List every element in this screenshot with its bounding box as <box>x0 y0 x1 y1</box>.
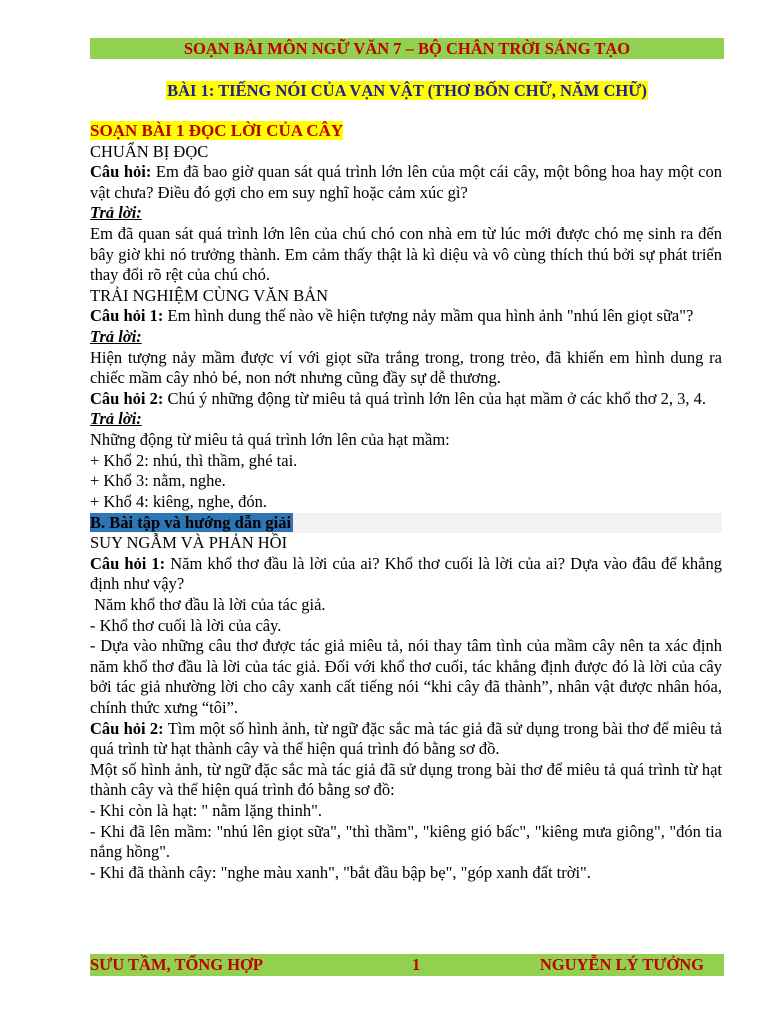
prep-heading: CHUẨN BỊ ĐỌC <box>90 141 209 161</box>
experience-a1-label: Trả lời: <box>90 326 142 346</box>
page-number: 1 <box>412 955 421 974</box>
experience-q1: Câu hỏi 1: Em hình dung thế nào về hiện tượng nảy mầm qua hình ảnh "nhú lên giọt sữa"? <box>90 306 694 326</box>
reflection-a1-line: - Dựa vào những câu thơ được tác giả miêu tả, nói thay tâm tình của mầm cây nên ta xác định năm khổ thơ đầu là lời của tác giả. Đối với khổ thơ cuối, tác khẳng định được đó là lời của cây bởi tác giả nhường lời cho cây xanh cất tiếng nói “khi cây đã thành”, nhân vật được nhân hóa, chính thức xưng “tôi”. <box>90 636 722 718</box>
footer-author: NGUYỄN LÝ TƯỞNG <box>539 955 704 974</box>
reflection-a1-line: - Khổ thơ cuối là lời của cây. <box>90 615 282 635</box>
experience-a1: Hiện tượng nảy mầm được ví với giọt sữa trắng trong, trong trẻo, đã khiến em hình dung ra chiếc mầm cây nhỏ bé, non nớt nhưng cũng đầy sự dễ thương. <box>90 347 722 388</box>
section-title: SOẠN BÀI 1 ĐỌC LỜI CỦA CÂY <box>90 121 344 140</box>
experience-heading: TRẢI NGHIỆM CÙNG VĂN BẢN <box>90 285 329 305</box>
experience-a2-line: Những động từ miêu tả quá trình lớn lên của hạt mầm: <box>90 429 450 449</box>
document-body <box>90 121 722 883</box>
prep-answer: Em đã quan sát quá trình lớn lên của chú chó con nhà em từ lúc mới được chó mẹ sinh ra đến bây giờ khi nó trưởng thành. Em cảm thấy thật là kì diệu và vô cùng thích thú bởi sự phát triển thay đổi rõ rệt của chú chó. <box>90 223 722 285</box>
footer-bar <box>90 954 724 976</box>
reflection-a1-line: Năm khổ thơ đầu là lời của tác giả. <box>90 595 326 615</box>
reflection-a2-line: Một số hình ảnh, từ ngữ đặc sắc mà tác giả đã sử dụng trong bài thơ để miêu tả quá trình từ hạt thành cây và thể hiện quá trình đó bằng sơ đồ: <box>90 759 722 800</box>
experience-a2-line: + Khổ 4: kiêng, nghe, đón. <box>90 491 268 511</box>
prep-question: Câu hỏi: Em đã bao giờ quan sát quá trình lớn lên của một cái cây, một bông hoa hay một con vật chưa? Điều đó gợi cho em suy nghĩ hoặc cảm xúc gì? <box>90 162 723 202</box>
experience-q2: Câu hỏi 2: Chú ý những động từ miêu tả quá trình lớn lên của hạt mầm ở các khổ thơ 2, 3, 4. <box>90 388 706 408</box>
part-b-bar: B. Bài tập và hướng dẫn giải <box>90 513 722 533</box>
reflection-a2-line: - Khi đã thành cây: "nghe màu xanh", "bắt đầu bập bẹ", "góp xanh đất trời". <box>90 862 591 882</box>
experience-a2-line: + Khổ 2: nhú, thì thầm, ghé tai. <box>90 450 298 470</box>
reflection-a2-line: - Khi đã lên mầm: "nhú lên giọt sữa", "thì thầm", "kiêng gió bấc", "kiêng mưa giông", "đón tia nắng hồng". <box>90 821 722 862</box>
lesson-title-text: BÀI 1: TIẾNG NÓI CỦA VẠN VẬT (THƠ BỐN CHỮ, NĂM CHỮ) <box>167 81 647 100</box>
header-bar <box>90 38 724 59</box>
reflection-a2-line: - Khi còn là hạt: " nằm lặng thinh". <box>90 801 323 820</box>
reflection-q1: Câu hỏi 1: Năm khổ thơ đầu là lời của ai? Khổ thơ cuối là lời của ai? Dựa vào đâu để khẳng định như vậy? <box>90 553 723 594</box>
prep-answer-label: Trả lời: <box>90 203 142 223</box>
lesson-title <box>90 80 724 102</box>
reflection-heading: SUY NGẪM VÀ PHẢN HỒI <box>90 533 288 553</box>
footer-left: SƯU TẦM, TỔNG HỢP <box>90 955 263 974</box>
doc-title: SOẠN BÀI MÔN NGỮ VĂN 7 – BỘ CHÂN TRỜI SÁNG TẠO <box>183 39 631 58</box>
reflection-q2: Câu hỏi 2: Tìm một số hình ảnh, từ ngữ đặc sắc mà tác giả đã sử dụng trong bài thơ để miêu tả quá trình từ hạt thành cây và thể hiện quá trình đó bằng sơ đồ. <box>90 718 723 759</box>
experience-a2-line: + Khổ 3: nằm, nghe. <box>90 471 226 491</box>
experience-a2-label: Trả lời: <box>90 409 142 429</box>
